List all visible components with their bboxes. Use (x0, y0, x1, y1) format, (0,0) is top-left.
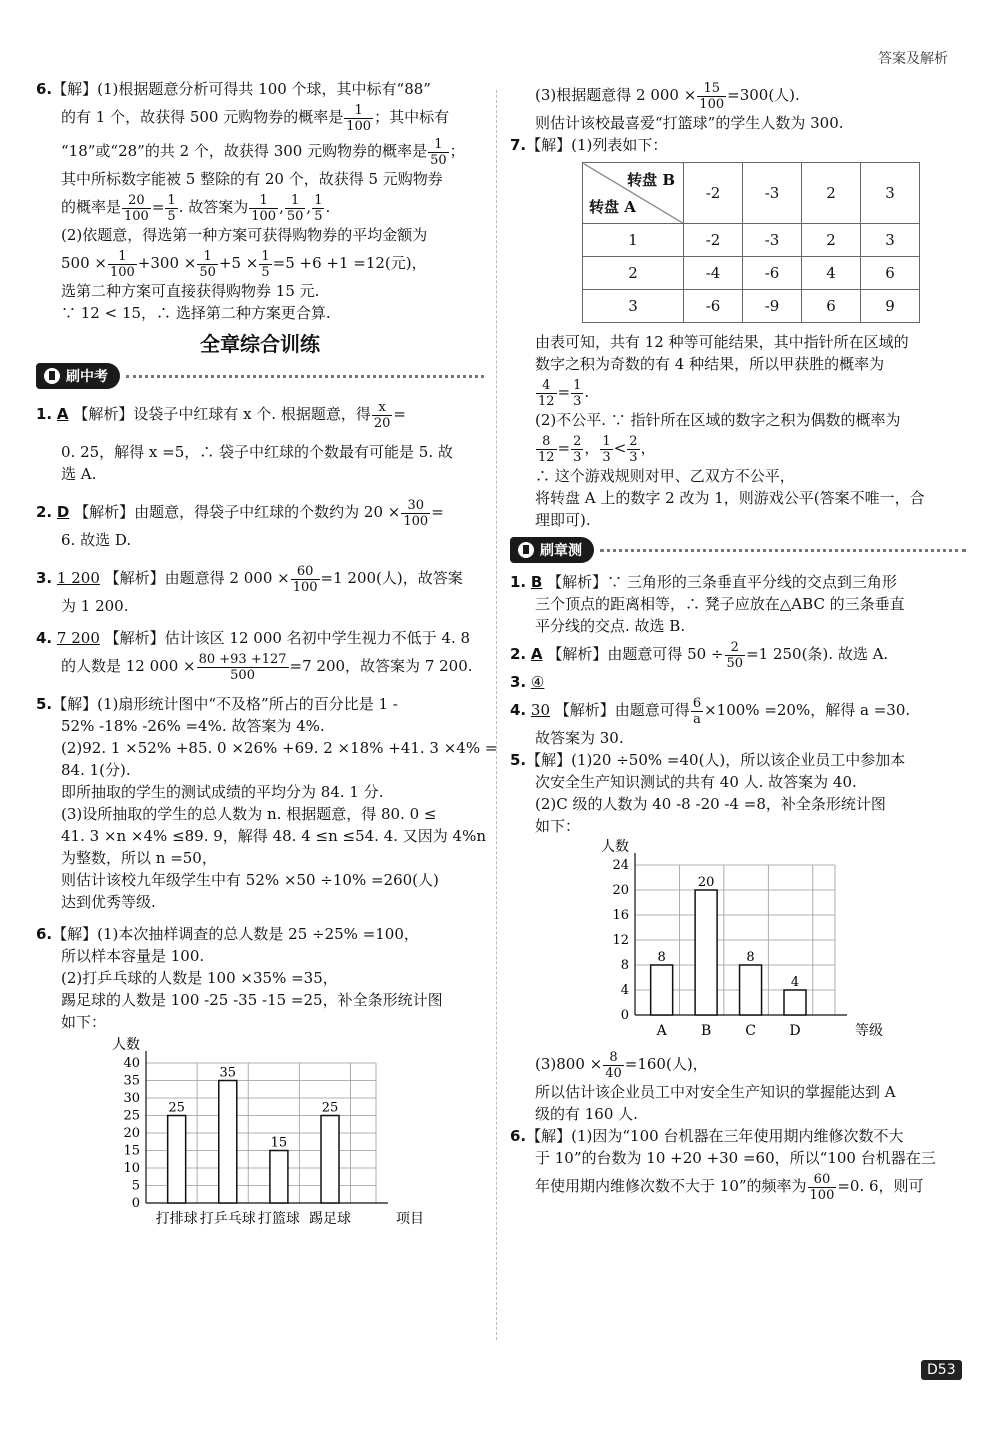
y-tick-label: 30 (123, 1091, 140, 1106)
q6c-line1: (3)根据题意得 2 000 × $\frac{15}{100}$ =300(人). (535, 80, 800, 112)
q7-line9: 理即可). (535, 511, 591, 529)
r2-line: 2. A 【解析】由题意可得 50 ÷ $\frac{2}{50}$ =1 250(条). 故选 A. (510, 639, 889, 671)
bar (321, 1116, 339, 1204)
table-row: 3 -6 -9 6 9 (583, 290, 920, 323)
badge-row-zhangce (510, 537, 966, 563)
x-axis-label: 项目 (396, 1211, 424, 1227)
bar-value-label: 25 (321, 1100, 339, 1116)
r4-line2: 故答案为 30. (535, 729, 624, 747)
y-tick-label: 20 (123, 1126, 140, 1141)
table-corner: 转盘 B 转盘 A (583, 163, 684, 224)
page-number: D53 (921, 1360, 962, 1380)
bar-value-label: 8 (746, 950, 755, 965)
q4-line2: 的人数是 12 000 × $\frac{80 +93 +127}{500}$ =7 200，故答案为 7 200. (61, 651, 473, 683)
bar-value-label: 25 (168, 1100, 185, 1116)
y-tick-label: 10 (123, 1161, 140, 1176)
q6-line6: (2)依题意，得选第一种方案可获得购物券的平均金额为 (61, 226, 428, 244)
x-tick-label: 打篮球 (257, 1211, 300, 1227)
x-tick-label: C (745, 1023, 756, 1039)
y-tick-label: 0 (620, 1008, 629, 1023)
table-header-cell: -2 (684, 163, 743, 224)
q6c-line2: 则估计该校最喜爱“打篮球”的学生人数为 300. (535, 114, 844, 132)
sports-bar-chart (36, 1033, 436, 1233)
q1-line1: 1. A 【解析】设袋子中红球有 x 个. 根据题意，得 $\frac{x}{20}$ = (36, 399, 406, 431)
q5-block: 5.【解】(1)扇形统计图中“不及格”所占的百分比是 1 - 52% -18% -26% =4%. 故答案为 4%. (2)92. 1 ×52% +85. 0 ×26% +69. 2 ×18% +41. 3 ×4% = 84. 1(分). 即所抽取的学生的测试成绩的平均分为 84. 1 分. (3)设所抽取的学生的总人数为 n. 根据题意，得 80. 0 ≤ 41. 3 ×n ×4% ≤89. 9，解得 48. 4 ≤n ≤54. 4. 又因为 4%n 为整数，所以 n =50， 则估计该校九年级学生中有 52% ×50 ÷10% =260(人) 达到优秀等级. (36, 695, 498, 911)
bar-value-label: 8 (657, 950, 666, 965)
badge-label: 刷中考 (66, 369, 108, 385)
x-tick-label: B (700, 1023, 712, 1039)
bar (270, 1151, 288, 1204)
y-tick-label: 15 (123, 1143, 140, 1159)
q7-line4: $\frac{4}{12}$ = $\frac{1}{3}$ . (538, 377, 590, 409)
spinner-table (582, 162, 920, 323)
bar (651, 965, 673, 1015)
x-tick-label: D (789, 1023, 801, 1039)
y-tick-label: 35 (123, 1073, 140, 1089)
y-tick-label: 5 (131, 1178, 140, 1194)
q7-line2: 由表可知，共有 12 种等可能结果，其中指针所在区域的 (535, 333, 909, 351)
y-tick-label: 24 (612, 858, 629, 873)
table-header-cell: -3 (743, 163, 802, 224)
q3-line1: 3. 1 200 【解析】由题意得 2 000 × $\frac{60}{100}$ =1 200(人)，故答案 (36, 563, 463, 595)
q6-number: 6. (36, 80, 53, 98)
badge-icon (518, 542, 534, 558)
r4-line1: 4. 30 【解析】由题意可得 $\frac{6}{a}$ ×100% =20%，解得 a =30. (510, 695, 911, 727)
bar (695, 890, 717, 1015)
q6b-block: 6.【解】(1)本次抽样调查的总人数是 25 ÷25% =100， 所以样本容量是 100. (2)打乒乓球的人数是 100 ×35% =35， 踢足球的人数是 100 -25 -35 -15 =25，补全条形统计图 如下： (36, 925, 443, 1031)
bar (784, 990, 806, 1015)
table-row: 2 -4 -6 4 6 (583, 257, 920, 290)
q6-line8: 选第二种方案可直接获得购物券 15 元. (61, 282, 320, 300)
bar (219, 1081, 237, 1204)
q1-line2: 0. 25，解得 x =5，∴ 袋子中红球的个数最有可能是 5. 故 (61, 443, 453, 461)
q6-line3: “18”或“28”的共 2 个，故获得 300 元购物券的概率是 $\frac{1}{50}$ ； (61, 136, 465, 168)
y-tick-label: 12 (612, 933, 629, 948)
r5-after-line2: 所以估计该企业员工中对安全生产知识的掌握能达到 A (535, 1083, 896, 1101)
q6-line2: 的有 1 个，故获得 500 元购物券的概率是 $\frac{1}{100}$ ；其中标有 (61, 102, 450, 134)
y-tick-label: 25 (123, 1108, 140, 1124)
table-header-cell: 2 (802, 163, 861, 224)
bar-value-label: 15 (270, 1135, 288, 1151)
bar-value-label: 20 (697, 875, 715, 890)
x-tick-label: 打排球 (155, 1211, 198, 1227)
r3-line: 3. ④ (510, 673, 545, 691)
badge-label: 刷章测 (540, 543, 582, 559)
q6-line1: 【解】(1)根据题意分析可得共 100 个球，其中标有“88” (52, 80, 431, 98)
right-column (510, 78, 966, 1203)
y-tick-label: 4 (620, 983, 629, 998)
q6-line7: 500 × $\frac{1}{100}$ +300 × $\frac{1}{50}$ +5 × $\frac{1}{5}$ =5 +6 +1 =12(元)， (61, 248, 427, 280)
q3-line2: 为 1 200. (61, 597, 129, 615)
q7-line3: 数字之积为奇数的有 4 种结果，所以甲获胜的概率为 (535, 355, 885, 373)
bar (740, 965, 762, 1015)
y-tick-label: 40 (123, 1056, 140, 1071)
bar-value-label: 4 (790, 975, 800, 990)
r1-block: 1. B 【解析】∵ 三角形的三条垂直平分线的交点到三角形 三个顶点的距离相等，∴ 凳子应放在△ABC 的三条垂直 平分线的交点. 故选 B. (510, 573, 905, 635)
x-tick-label: 打乒乓球 (199, 1211, 256, 1227)
q7-line1: 7.【解】(1)列表如下： (510, 136, 668, 154)
r5-after-line1: (3)800 × $\frac{8}{40}$ =160(人)， (535, 1049, 708, 1081)
q6-line4: 其中所标数字能被 5 整除的有 20 个，故获得 5 元购物券 (61, 170, 443, 188)
grade-bar-chart (510, 837, 960, 1047)
bar-value-label: 35 (219, 1065, 237, 1081)
bar (168, 1116, 186, 1204)
q7-line8: 将转盘 A 上的数字 2 改为 1，则游戏公平(答案不唯一，合 (535, 489, 925, 507)
q1-line3: 选 A. (61, 465, 97, 483)
q6-line5: 的概率是 $\frac{20}{100}$ = $\frac{1}{5}$ . 故答案为 $\frac{1}{100}$ , $\frac{1}{50}$ , $\frac{1}{5}$ . (61, 192, 331, 224)
r5-after-line3: 级的有 160 人. (535, 1105, 638, 1123)
q7-line5: (2)不公平. ∵ 指针所在区域的数字之积为偶数的概率为 (535, 411, 901, 429)
y-tick-label: 0 (131, 1196, 140, 1211)
q7-line7: ∴ 这个游戏规则对甲、乙双方不公平， (535, 467, 795, 485)
y-tick-label: 16 (612, 908, 629, 923)
q2-line2: 6. 故选 D. (61, 531, 132, 549)
table-row: 1 -2 -3 2 3 (583, 224, 920, 257)
r6-block: 6.【解】(1)因为“100 台机器在三年使用期内维修次数不大 于 10”的台数为 10 +20 +30 =60，所以“100 台机器在三 年使用期内维修次数不大于 10”的频率为 $\frac{60}{100}$ =0. 6，则可 (510, 1127, 936, 1203)
q2-line1: 2. D 【解析】由题意，得袋子中红球的个数约为 20 × $\frac{30}{100}$ = (36, 497, 444, 529)
y-axis-label: 人数 (112, 1037, 140, 1053)
x-axis-label: 等级 (855, 1023, 883, 1039)
q7-line6: $\frac{8}{12}$ = $\frac{2}{3}$ ， $\frac{1}{3}$ < $\frac{2}{3}$ ， (538, 433, 656, 465)
q6-line9: ∵ 12 < 15，∴ 选择第二种方案更合算. (61, 304, 331, 322)
x-tick-label: A (656, 1023, 667, 1039)
header-title: 答案及解析 (878, 51, 948, 67)
x-tick-label: 踢足球 (309, 1211, 351, 1227)
left-column (36, 78, 498, 1233)
y-tick-label: 20 (612, 883, 629, 898)
badge-row-zhongkao (36, 363, 484, 389)
badge-icon (44, 368, 60, 384)
table-header-cell: 3 (861, 163, 920, 224)
r5-block: 5.【解】(1)20 ÷50% =40(人)，所以该企业员工中参加本 次安全生产知识测试的共有 40 人. 故答案为 40. (2)C 级的人数为 40 -8 -20 -4 =8，补全条形统计图 如下： (510, 751, 906, 835)
y-tick-label: 8 (620, 958, 629, 973)
y-axis-label: 人数 (601, 839, 629, 855)
column-divider (496, 90, 497, 1340)
q4-line1: 4. 7 200 【解析】估计该区 12 000 名初中学生视力不低于 4. 8 (36, 629, 471, 647)
section-title: 全章综合训练 (200, 332, 320, 356)
